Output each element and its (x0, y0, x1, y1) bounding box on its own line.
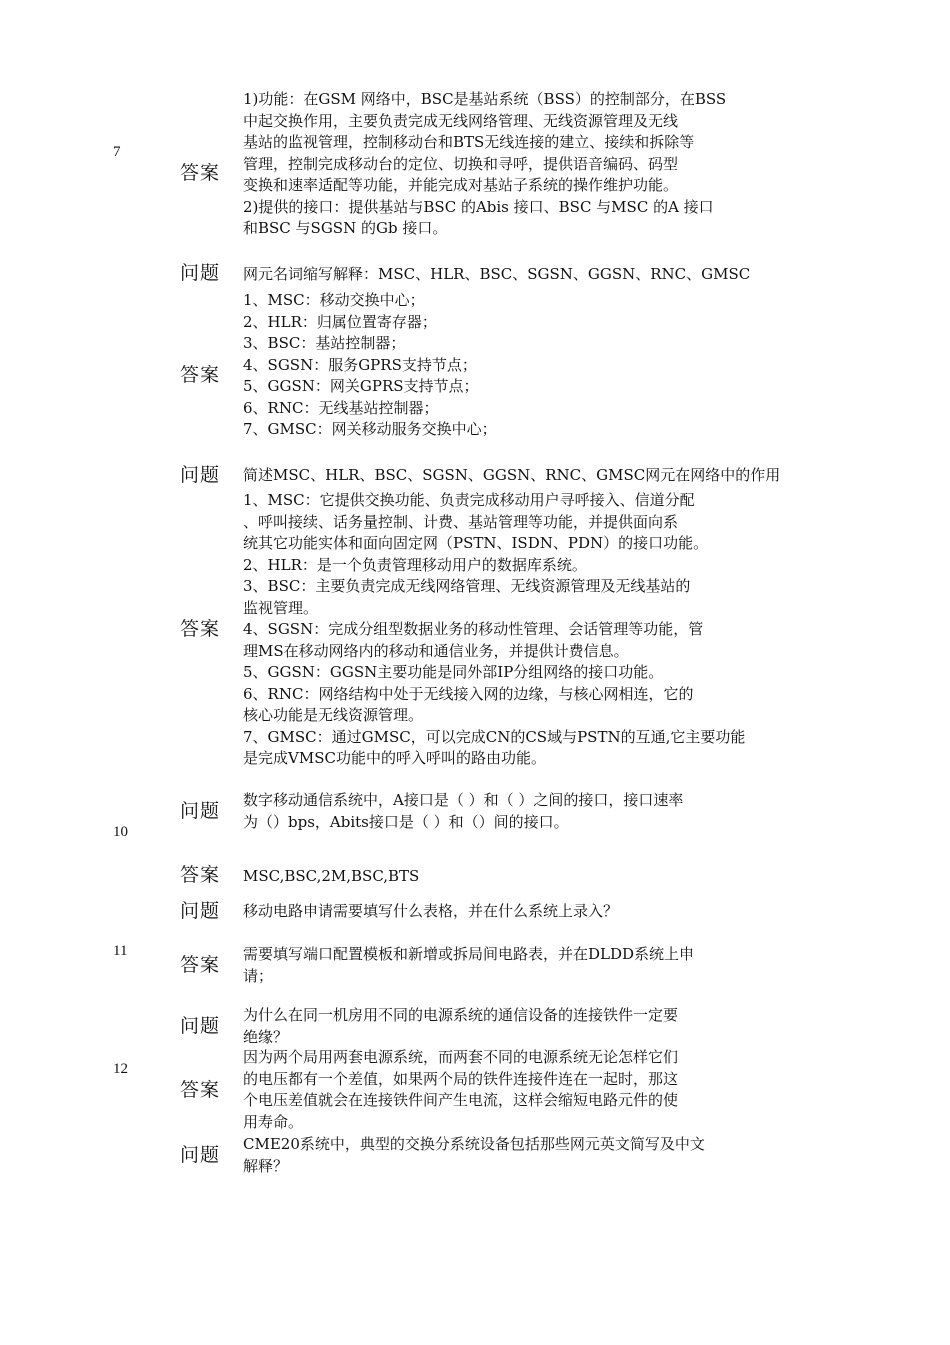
question-text-interfaces: 数字移动通信系统中，A接口是（ ）和（ ）之间的接口，接口速率 为（）bps，Abits接口是（ ）和（）间的接口。 (243, 791, 684, 831)
question-label: 问题 (180, 800, 221, 822)
question-label: 问题 (180, 1015, 221, 1037)
row-number-12: 12 (113, 1061, 128, 1077)
answer-label: 答案 (180, 1079, 221, 1101)
answer-text-interfaces: MSC,BSC,2M,BSC,BTS (243, 867, 420, 885)
question-label: 问题 (180, 464, 221, 486)
question-text-element-roles: 简述MSC、HLR、BSC、SGSN、GGSN、RNC、GMSC网元在网络中的作用 (243, 466, 781, 484)
question-label: 问题 (180, 1144, 221, 1166)
answer-text-circuit-application: 需要填写端口配置模板和新增或拆局间电路表，并在DLDD系统上申 请； (243, 945, 695, 985)
question-text-abbreviations: 网元名词缩写解释：MSC、HLR、BSC、SGSN、GGSN、RNC、GMSC (243, 265, 751, 283)
question-text-circuit-application: 移动电路申请需要填写什么表格，并在什么系统上录入？ (243, 902, 619, 920)
answer-label: 答案 (180, 864, 221, 886)
question-text-insulation: 为什么在同一机房用不同的电源系统的通信设备的连接铁件一定要 绝缘？ (243, 1006, 679, 1046)
answer-label: 答案 (180, 162, 221, 184)
answer-text-element-roles: 1、MSC：它提供交换功能、负责完成移动用户寻呼接入、信道分配 、呼叫接续、话务量控制、计费、基站管理等功能，并提供面向系 统其它功能实体和面向固定网（PSTN、ISDN、PDN）的接口功能。 2、HLR：是一个负责管理移动用户的数据库系统。 3、BSC：主要负责完成无线网络管理、无线资源管理及无线基站的 监视管理。 4、SGSN：完成分组型数据业务的移动性管理、会话管理等功能，管 理MS在移动网络内的移动和通信业务，并提供计费信息。 5、GGSN：GGSN主要功能是同外部IP分组网络的接口功能。 6、RNC：网络结构中处于无线接入网的边缘，与核心网相连，它的 核心功能是无线资源管理。 7、GMSC：通过GMSC，可以完成CN的CS域与PSTN的互通,它主要功能 是完成VMSC功能中的呼入呼叫的路由功能。 (243, 491, 746, 767)
answer-label: 答案 (180, 954, 221, 976)
question-text-cme20: CME20系统中，典型的交换分系统设备包括那些网元英文简写及中文 解释？ (243, 1135, 705, 1175)
row-number-11: 11 (113, 943, 128, 959)
answer-label: 答案 (180, 364, 221, 386)
answer-text-bsc-function: 1)功能：在GSM 网络中，BSC是基站系统（BSS）的控制部分，在BSS 中起交换作用，主要负责完成无线网络管理、无线资源管理及无线 基站的监视管理，控制移动台和BTS无线连接的建立、接续和拆除等 管理，控制完成移动台的定位、切换和寻呼，提供语音编码、码型 变换和速率适配等功能，并能完成对基站子系统的操作维护功能。 2)提供的接口：提供基站与BSC 的Abis 接口、BSC 与MSC 的A 接口 和BSC 与SGSN 的Gb 接口。 (243, 90, 727, 237)
row-number-7: 7 (113, 144, 121, 160)
answer-label: 答案 (180, 618, 221, 640)
answer-text-insulation: 因为两个局用两套电源系统，而两套不同的电源系统无论怎样它们 的电压都有一个差值，如果两个局的铁件连接件连在一起时，那这 个电压差值就会在连接铁件间产生电流，这样会缩短电路元件的使 用寿命。 (243, 1048, 679, 1131)
question-label: 问题 (180, 262, 221, 284)
answer-text-abbreviations: 1、MSC：移动交换中心； 2、HLR：归属位置寄存器； 3、BSC：基站控制器； 4、SGSN：服务GPRS支持节点； 5、GGSN：网关GPRS支持节点； 6、RNC：无线基站控制器； 7、GMSC：网关移动服务交换中心； (243, 291, 497, 438)
row-number-10: 10 (113, 824, 128, 840)
question-label: 问题 (180, 900, 221, 922)
